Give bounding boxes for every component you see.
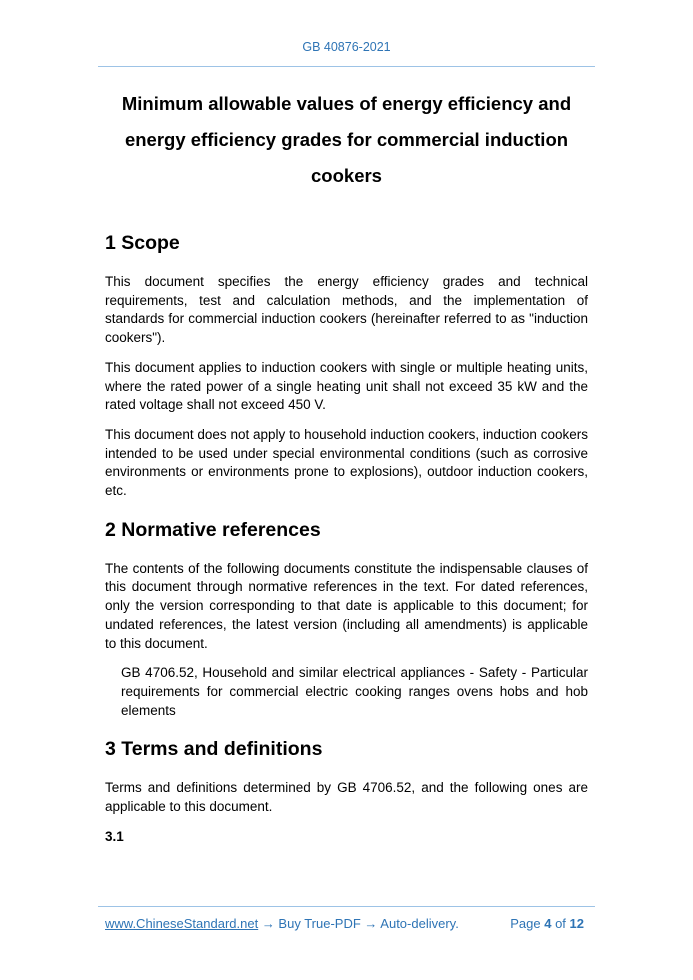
section-heading-terms-definitions: 3 Terms and definitions [105, 738, 323, 761]
footer-divider [98, 906, 595, 907]
paragraph: This document does not apply to household induction cookers, induction cookers intended to be used under special environmental conditions (such as corrosive environments or environments prone to explosions), outdoor induction cookers, etc. [105, 426, 588, 499]
paragraph: The contents of the following documents constitute the indispensable clauses of this document through normative references in the text. For dated references, only the version corresponding to that date is applicable to this document; for undated references, the latest version (including all amendments) is applicable to this document. [105, 560, 588, 651]
paragraph: This document applies to induction cookers with single or multiple heating units, where the rated power of a single heating unit shall not exceed 35 kW and the rated voltage shall not exceed 450 V. [105, 359, 588, 413]
section-heading-normative-references: 2 Normative references [105, 518, 321, 541]
footer-text: → Buy True-PDF → Auto-delivery. [258, 916, 459, 931]
page-label: Page [510, 916, 541, 931]
of-label: of [555, 916, 566, 931]
header-divider [98, 66, 595, 67]
page-indicator [510, 916, 584, 931]
paragraph: Terms and definitions determined by GB 4706.52, and the following ones are applicable to this document. [105, 780, 588, 815]
section-heading-scope: 1 Scope [105, 232, 180, 254]
footer [105, 916, 588, 931]
subclause-number: 3.1 [105, 828, 124, 844]
total-pages: 12 [569, 916, 584, 931]
paragraph: This document specifies the energy efficiency grades and technical requirements, test and calculation methods, and the implementation of standards for commercial induction cookers (hereinafter referred to as "induction cookers"). [105, 274, 588, 346]
website-link[interactable]: www.ChineseStandard.net [105, 916, 259, 931]
reference-item: GB 4706.52, Household and similar electrical appliances - Safety - Particular requirements for commercial electric cooking ranges ovens hobs and hob elements [121, 665, 588, 718]
page-number: 4 [544, 916, 552, 931]
document-body [105, 86, 588, 846]
header-standard-code: GB 40876-2021 [302, 40, 391, 54]
document-title: Minimum allowable values of energy efficiency and energy efficiency grades for commercial induction cookers [121, 93, 572, 186]
